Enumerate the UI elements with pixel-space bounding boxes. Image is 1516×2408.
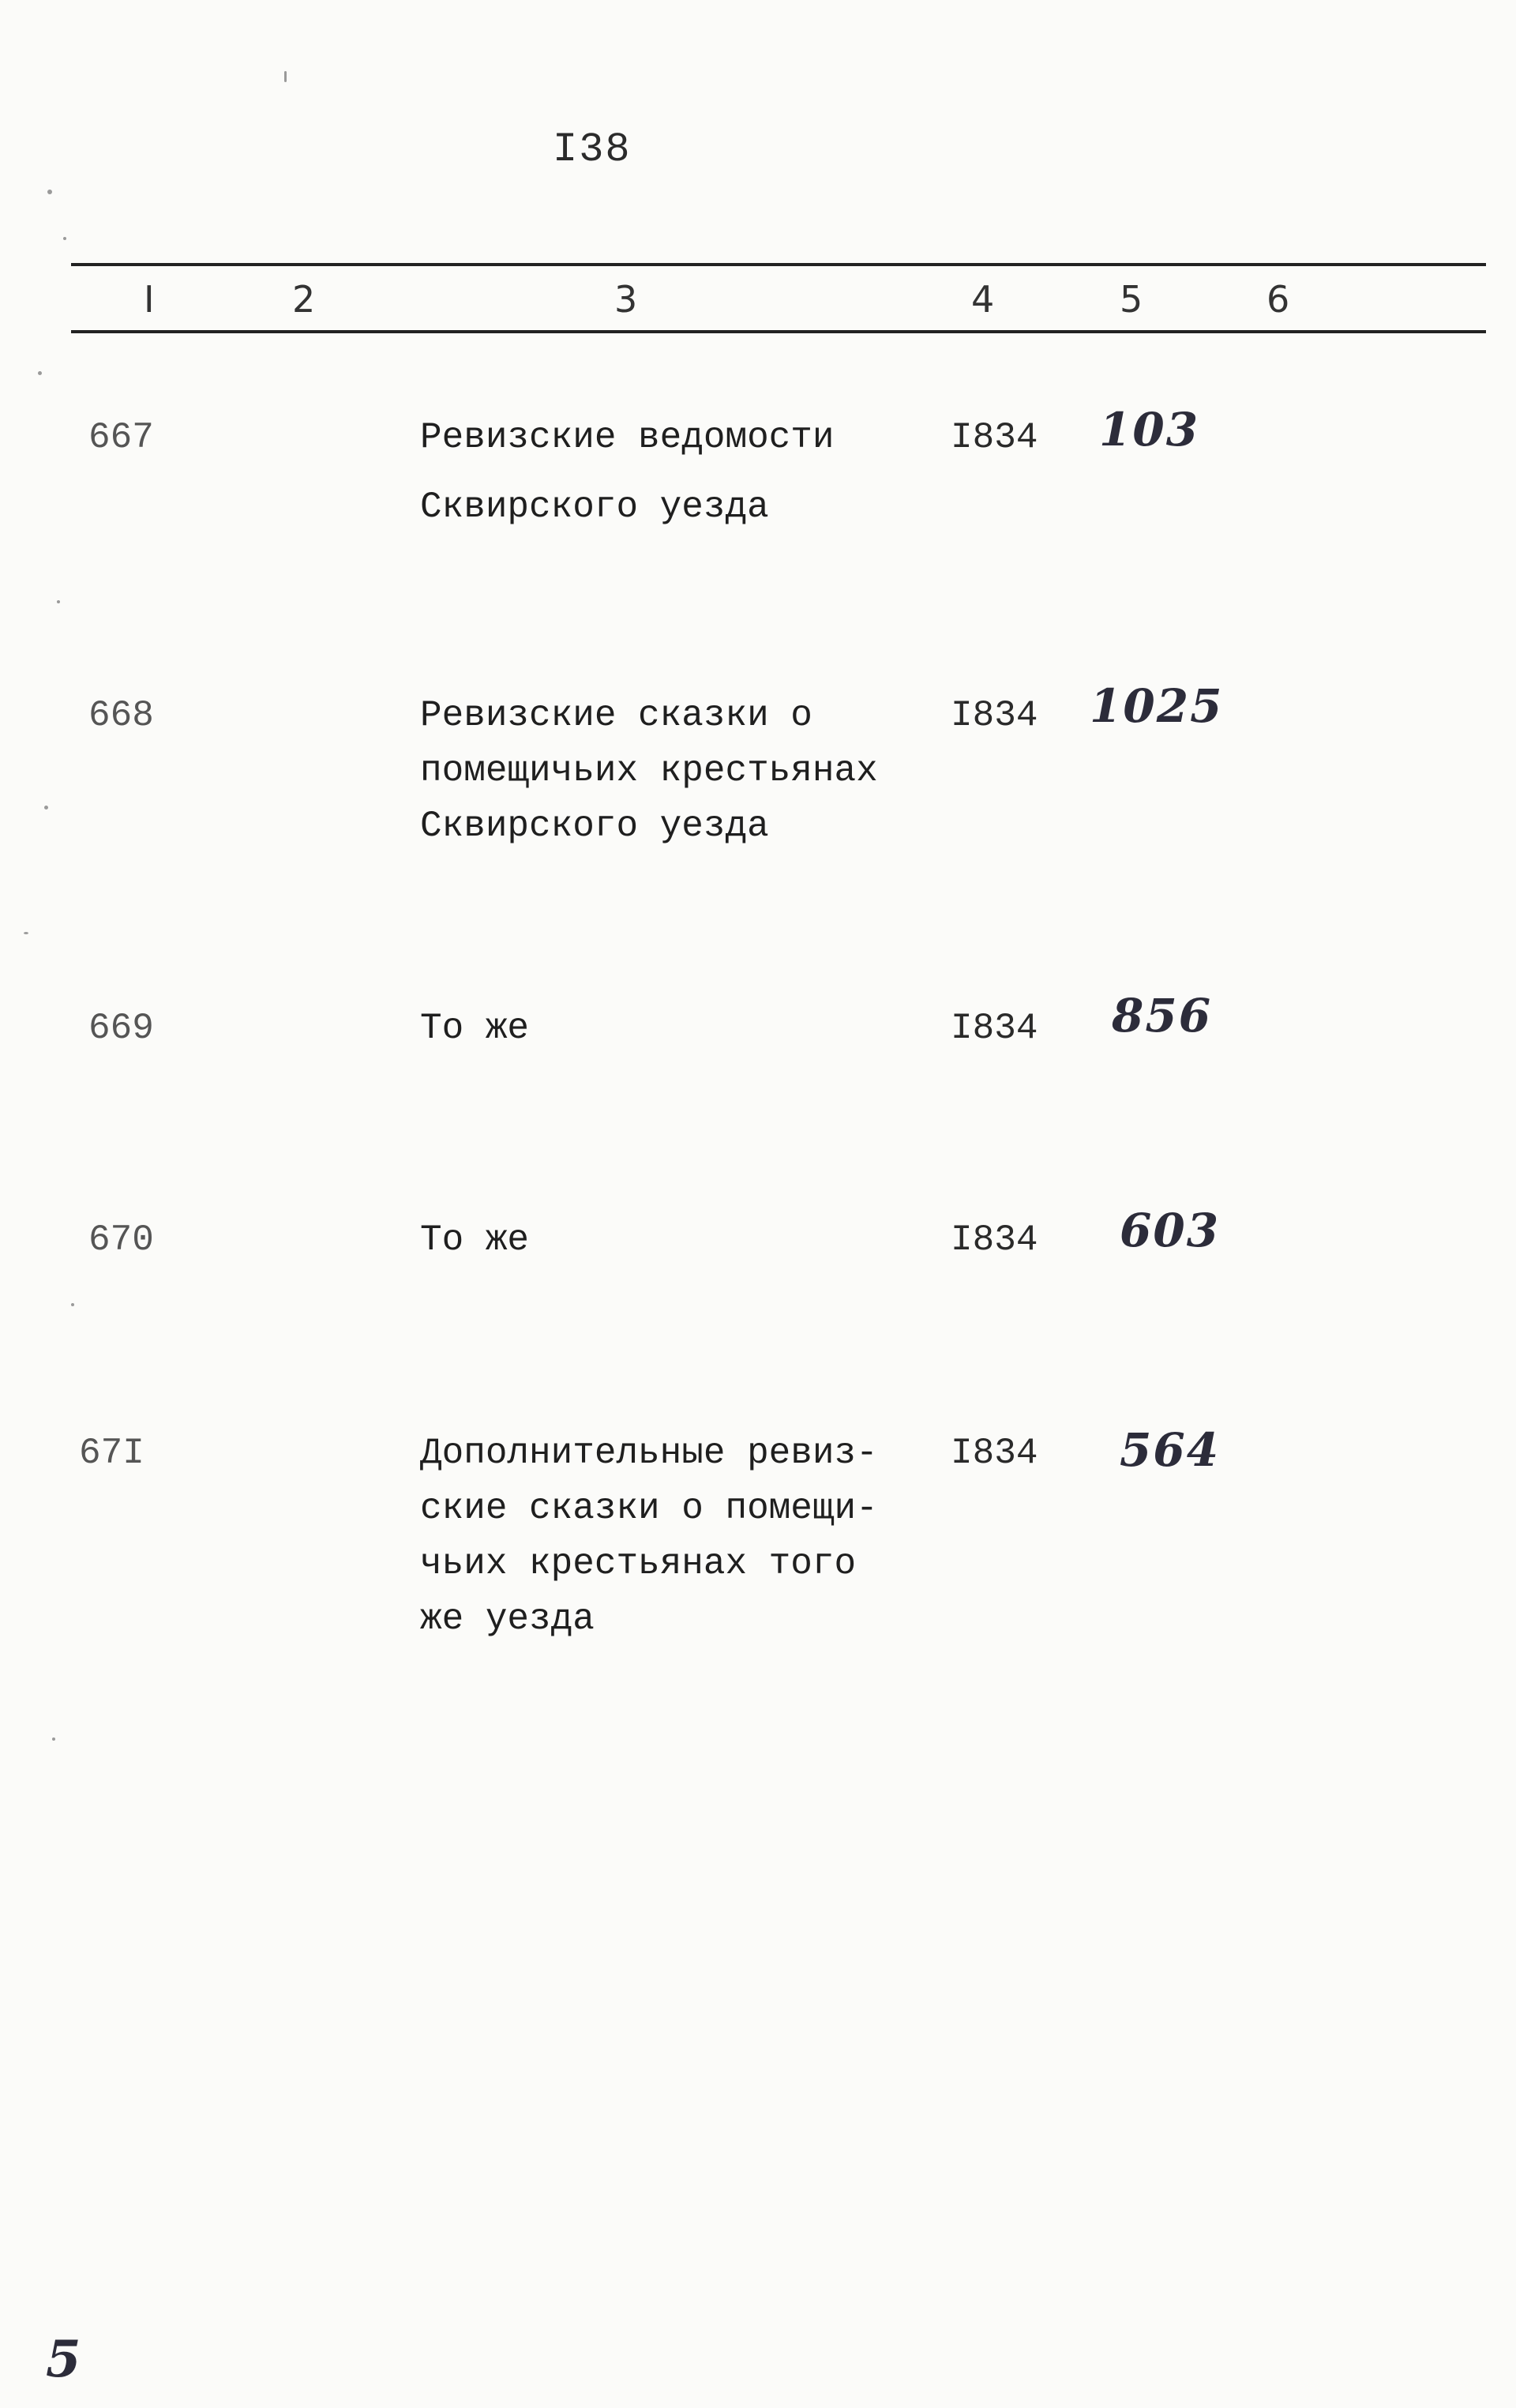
scan-speck: [38, 371, 42, 375]
row-year: I834: [951, 1433, 1038, 1474]
row-number: 668: [88, 695, 154, 736]
row-sheet-count: 856: [1112, 989, 1213, 1042]
row-number: 667: [88, 417, 154, 458]
row-year: I834: [951, 1219, 1038, 1260]
table-top-rule: [71, 263, 1486, 266]
row-description-line: Ревизские сказки о: [420, 695, 812, 736]
row-year: I834: [951, 695, 1038, 736]
page-number: I38: [553, 126, 632, 173]
row-year: I834: [951, 417, 1038, 458]
column-header-3: 3: [614, 278, 638, 321]
row-sheet-count: 1025: [1090, 679, 1224, 733]
row-year: I834: [951, 1008, 1038, 1049]
row-number: 67I: [79, 1433, 144, 1474]
row-description-line: Сквирского уезда: [420, 806, 769, 847]
row-description-line: То же: [420, 1008, 530, 1049]
row-description-line: же уезда: [420, 1598, 595, 1640]
row-description-line: Дополнительные ревиз-: [420, 1433, 878, 1474]
scan-speck: [71, 1303, 74, 1306]
row-sheet-count: 603: [1120, 1204, 1221, 1257]
row-sheet-count: 103: [1099, 403, 1200, 456]
row-description-line: Ревизские ведомости: [420, 417, 835, 458]
row-sheet-count: 564: [1120, 1423, 1221, 1477]
row-description-line: То же: [420, 1219, 530, 1260]
table-header-rule: [71, 330, 1486, 333]
corner-mark: 5: [46, 2330, 81, 2389]
row-number: 670: [88, 1219, 154, 1260]
scan-speck: [47, 190, 52, 194]
scan-speck: [24, 932, 28, 934]
row-description-line: помещичьих крестьянах: [420, 750, 878, 791]
column-header-5: 5: [1120, 278, 1143, 321]
scan-speck: [52, 1737, 55, 1741]
scan-speck: [63, 237, 66, 240]
column-header-4: 4: [971, 278, 995, 321]
row-description-line: чьих крестьянах того: [420, 1543, 857, 1584]
scan-speck: [284, 71, 287, 82]
row-number: 669: [88, 1008, 154, 1049]
column-header-6: 6: [1266, 278, 1290, 321]
scan-speck: [44, 806, 48, 810]
scan-speck: [57, 600, 60, 603]
column-header-1: I: [144, 278, 155, 321]
row-description-line: Сквирского уезда: [420, 486, 769, 528]
row-description-line: ские сказки о помещи-: [420, 1488, 878, 1529]
column-header-2: 2: [292, 278, 316, 321]
